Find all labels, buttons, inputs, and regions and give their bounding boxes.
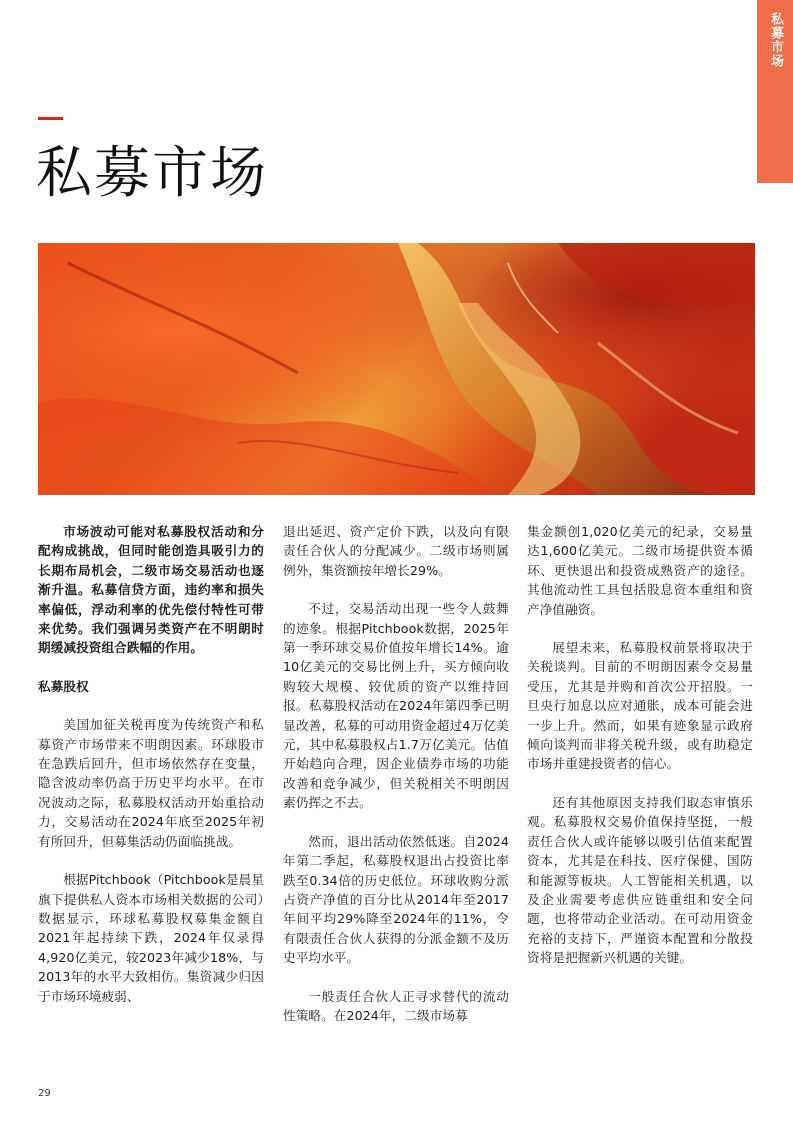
body-paragraph: 然而，退出活动依然低迷。自2024年第二季起，私募股权退出占投资比率跌至0.34倍的历史低位。环球收购分派占资产净值的百分比从2014年至2017年间平均29%降至2024年的11%，令有限责任合伙人获得的分派金额不及历史平均水平。 — [283, 833, 509, 966]
page-number: 29 — [38, 1088, 51, 1099]
page-title: 私募市场 — [36, 141, 268, 206]
body-paragraph: 一般责任合伙人正寻求替代的流动性策略。在2024年，二级市场募 — [283, 988, 509, 1023]
body-paragraph-continued: 退出延迟、资产定价下跌，以及向有限责任合伙人的分配减少。二级市场则属例外，集资额按年增长29%。 — [283, 524, 509, 578]
body-paragraph: 还有其他原因支持我们取态审慎乐观。私募股权交易价值保持坚挺，一般责任合伙人或许能够以吸引估值来配置资本，尤其是在科技、医疗保健、国防和能源等板块。人工智能相关机遇，以及企业需要考虑供应链重组和安全问题，也将带动企业活动。在可动用资金充裕的支持下，严谨资本配置和分散投资将是把握新兴机遇的关键。 — [527, 794, 753, 966]
body-column-2 — [283, 522, 509, 1044]
body-column-1 — [38, 522, 264, 1025]
body-paragraph-continued: 集金额创1,020亿美元的纪录，交易量达1,600亿美元。二级市场提供资本循环、更快退出和投资成熟资产的途径。其他流动性工具包括股息资本重组和资产净值融资。 — [527, 524, 753, 617]
section-side-tab — [757, 0, 793, 183]
body-paragraph: 美国加征关税再度为传统资产和私募资产市场带来不明朗因素。环球股市在急跌后回升，但市场依然存在变量，隐含波动率仍高于历史平均水平。在市况波动之际，私募股权活动开始重拾动力，交易活动在2024年底至2025年初有所回升，但募集活动仍面临挑战。 — [38, 717, 264, 849]
body-column-3 — [527, 522, 753, 987]
body-paragraph: 根据Pitchbook（Pitchbook是晨星旗下提供私人资本市场相关数据的公司）数据显示，环球私募股权募集金额自2021年起持续下跌，2024年仅录得4,920亿美元，较2023年减少18%，与2013年的水平大致相仿。集资减少归因于市场环境疲弱、 — [38, 872, 264, 1004]
section-heading-private-equity: 私募股权 — [38, 678, 89, 694]
title-accent-bar — [38, 117, 63, 120]
intro-summary-paragraph: 市场波动可能对私募股权活动和分配构成挑战，但同时能创造具吸引力的长期布局机会，二级市场交易活动也逐渐升温。私募信贷方面，违约率和损失率偏低，浮动利率的优先偿付特性可带来优势。我们强调另类资产在不明朗时期缓减投资组合跌幅的作用。 — [38, 524, 264, 656]
body-paragraph: 不过，交易活动出现一些令人鼓舞的迹象。根据Pitchbook数据，2025年第一季环球交易价值按年增长14%。逾10亿美元的交易比例上升，买方倾向收购较大规模、较优质的资产以维持回报。私募股权活动在2024年第四季已明显改善，私募的可动用资金超过4万亿美元，其中私募股权占1.7万亿美元。估值开始趋向合理，因企业债券市场的功能改善和竞争减少，但关税相关不明朗因素仍挥之不去。 — [283, 601, 509, 811]
section-side-tab-label: 私募市场 — [768, 12, 783, 68]
body-paragraph: 展望未来，私募股权前景将取决于关税谈判。目前的不明朗因素令交易量受压，尤其是并购和首次公开招股。一旦央行加息以应对通胀，成本可能会进一步上升。然而，如果有迹象显示政府倾向谈判而非将关税升级，或有助稳定市场并重建投资者的信心。 — [527, 640, 753, 772]
hero-abstract-image — [38, 243, 755, 495]
